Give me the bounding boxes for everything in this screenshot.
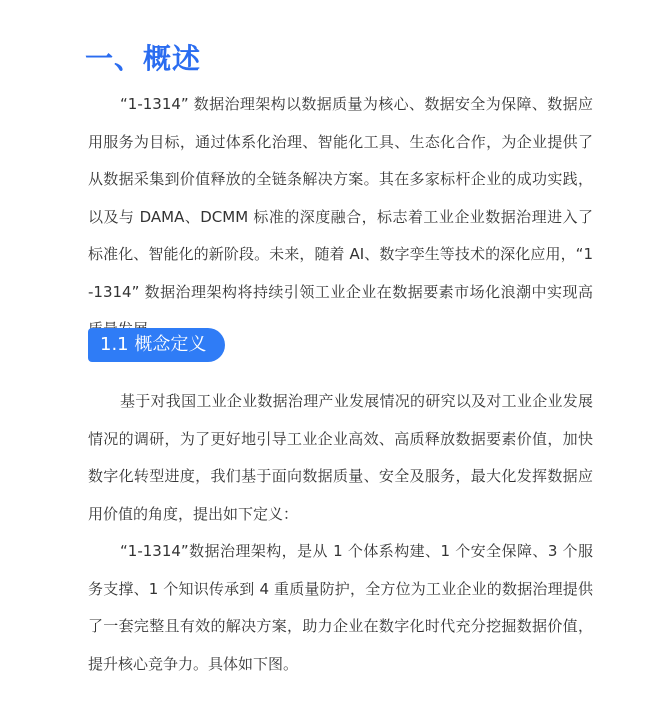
overview-paragraph: “1-1314” 数据治理架构以数据质量为核心、数据安全为保障、数据应用服务为目标，通过体系化治理、智能化工具、生态化合作，为企业提供了从数据采集到价值释放的全链条解决方案。其在多家标杆企业的成功实践，以及与 DAMA、DCMM 标准的深度融合，标志着工业企业数据治理进入了标准化、智能化的新阶段。未来，随着 AI、数字孪生等技术的深化应用，“1-1314” 数据治理架构将持续引领工业企业在数据要素市场化浪潮中实现高	[88, 95, 593, 301]
subsection-title-badge: 1.1 概念定义	[88, 328, 225, 362]
definition-paragraph: “1-1314”数据治理架构，是从 1 个体系构建、1 个安全保障、3 个服务支撑、1 个知识传承到 4 重质量防护，全方位为工业企业的数据治理提供了一套完整且有效的解决方案，助力企业在数字化时代充分挖掘数据价值，提升核心竞争力。具体如下图。	[88, 542, 593, 673]
basis-paragraph: 基于对我国工业企业数据治理产业发展情况的研究以及对工业企业发展情况的调研，为了更好地引导工业企业高效、高质释放数据要素价值，加快数字化转型进度，我们基于面向数据质量、安全及服务，最大化发挥数据应用价值的角度，提出如下定义：	[88, 392, 593, 523]
section-heading-overview: 一、概述	[85, 41, 202, 75]
